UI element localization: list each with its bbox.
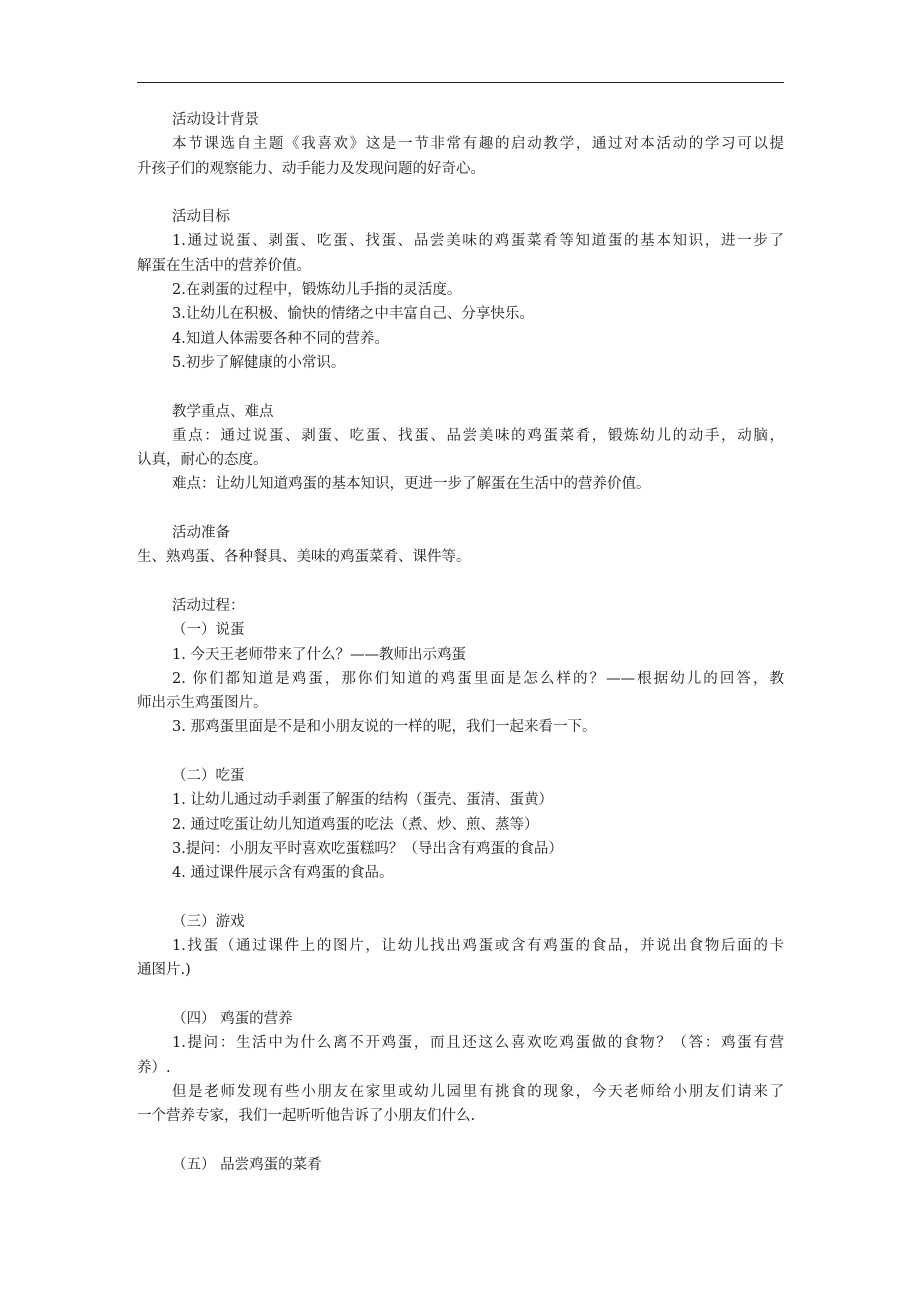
text-line: 通图片.) [137,962,191,979]
text-line: 2. 你们都知道是鸡蛋，那你们知道的鸡蛋里面是怎么样的？——根据幼儿的回答，教 [172,670,784,687]
header-rule [137,82,784,83]
text-line: 难点：让幼儿知道鸡蛋的基本知识，更进一步了解蛋在生活中的营养价值。 [172,476,651,493]
text-line: 3. 那鸡蛋里面是不是和小朋友说的一样的呢，我们一起来看一下。 [172,719,597,736]
text-line: 一个营养专家，我们一起听听他告诉了小朋友们什么. [137,1108,476,1125]
text-line: （四） 鸡蛋的营养 [172,1010,293,1027]
text-line: 认真，耐心的态度。 [137,452,268,469]
text-line: 4. 通过课件展示含有鸡蛋的食品。 [172,865,394,882]
text-line: 但是老师发现有些小朋友在家里或幼儿园里有挑食的现象，今天老师给小朋友们请来了 [172,1083,784,1100]
text-line: 3.提问：小朋友平时喜欢吃蛋糕吗？（导出含有鸡蛋的食品） [172,840,563,857]
document-body [137,108,784,1177]
text-line: 本节课选自主题《我喜欢》这是一节非常有趣的启动教学，通过对本活动的学习可以提 [172,136,784,153]
text-line: 升孩子们的观察能力、动手能力及发现问题的好奇心。 [137,160,485,177]
text-line: （一）说蛋 [172,622,245,639]
text-line: 1.找蛋（通过课件上的图片，让幼儿找出鸡蛋或含有鸡蛋的食品，并说出食物后面的卡 [172,938,784,955]
blank-line [137,740,784,764]
text-line: （二）吃蛋 [172,768,245,785]
blank-line [137,181,784,205]
text-line: 解蛋在生活中的营养价值。 [137,257,311,274]
text-line: 1.通过说蛋、剥蛋、吃蛋、找蛋、品尝美味的鸡蛋菜肴等知道蛋的基本知识，进一步了 [172,233,784,250]
text-line: 2.在剥蛋的过程中，锻炼幼儿手指的灵活度。 [172,282,462,299]
text-line: 活动过程： [172,597,245,614]
blank-line [137,570,784,594]
text-line: （三）游戏 [172,913,245,930]
text-line: 2. 通过吃蛋让幼儿知道鸡蛋的吃法（煮、炒、煎、蒸等） [172,816,539,833]
blank-line [137,886,784,910]
text-line: 5.初步了解健康的小常识。 [172,354,346,371]
text-line: 活动设计背景 [172,112,259,128]
text-line: 3.让幼儿在积极、愉快的情绪之中丰富自己、分享快乐。 [172,306,534,323]
text-line: 重点：通过说蛋、剥蛋、吃蛋、找蛋、品尝美味的鸡蛋菜肴，锻炼幼儿的动手，动脑， [172,427,784,444]
text-line: （五） 品尝鸡蛋的菜肴 [172,1156,322,1173]
text-line: 养）. [137,1059,171,1076]
text-line: 活动准备 [172,525,230,542]
blank-line [137,375,784,399]
blank-line [137,983,784,1007]
text-line: 师出示生鸡蛋图片。 [137,695,268,712]
blank-line [137,1128,784,1152]
text-line: 1. 让幼儿通过动手剥蛋了解蛋的结构（蛋壳、蛋清、蛋黄） [172,792,553,809]
text-line: 活动目标 [172,209,230,226]
text-line: 1.提问：生活中为什么离不开鸡蛋，而且还这么喜欢吃鸡蛋做的食物？（答：鸡蛋有营 [172,1035,784,1052]
text-line: 4.知道人体需要各种不同的营养。 [172,330,389,347]
blank-line [137,497,784,521]
text-line: 教学重点、难点 [172,403,274,420]
text-line: 生、熟鸡蛋、各种餐具、美味的鸡蛋菜肴、课件等。 [137,549,471,566]
text-line: 1. 今天王老师带来了什么？——教师出示鸡蛋 [172,646,466,663]
